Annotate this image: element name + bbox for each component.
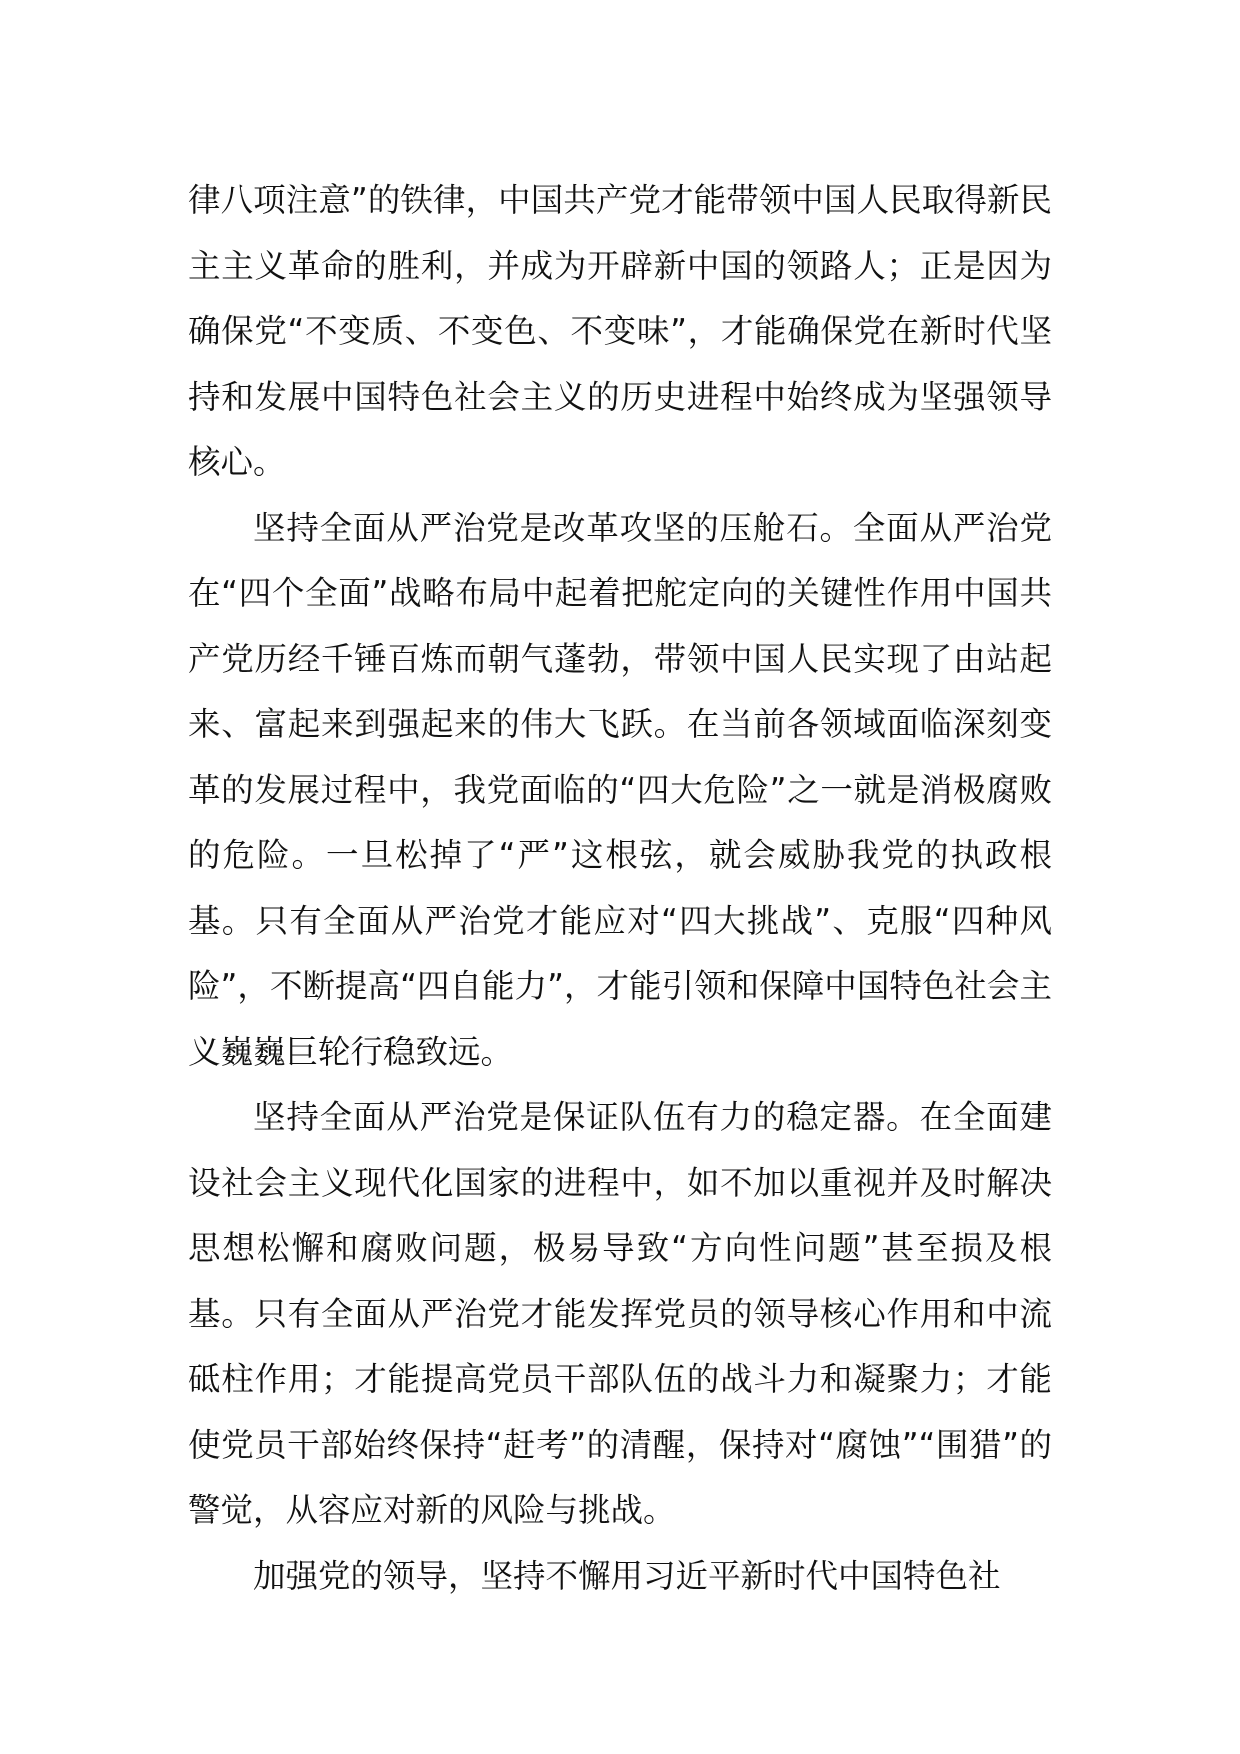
document-body xyxy=(188,168,1052,1609)
paragraph-continued: 律八项注意”的铁律，中国共产党才能带领中国人民取得新民主主义革命的胜利，并成为开辟新中国的领路人；正是因为确保党“不变质、不变色、不变味”，才能确保党在新时代坚持和发展中国特色社会主义的历史进程中始终成为坚强领导核心。 xyxy=(188,181,1052,481)
paragraph-team: 坚持全面从严治党是保证队伍有力的稳定器。在全面建设社会主义现代化国家的进程中，如不加以重视并及时解决思想松懈和腐败问题，极易导致“方向性问题”甚至损及根基。只有全面从严治党才能发挥党员的领导核心作用和中流砥柱作用；才能提高党员干部队伍的战斗力和凝聚力；才能使党员干部始终保持“赶考”的清醒，保持对“腐蚀”“围猎”的警觉，从容应对新的风险与挑战。 xyxy=(188,1098,1052,1529)
paragraph-reform: 坚持全面从严治党是改革攻坚的压舱石。全面从严治党在“四个全面”战略布局中起着把舵定向的关键性作用中国共产党历经千锤百炼而朝气蓬勃，带领中国人民实现了由站起来、富起来到强起来的伟大飞跃。在当前各领域面临深刻变革的发展过程中，我党面临的“四大危险”之一就是消极腐败的危险。一旦松掉了“严”这根弦，就会威胁我党的执政根基。只有全面从严治党才能应对“四大挑战”、克服“四种风险”，不断提高“四自能力”，才能引领和保障中国特色社会主义巍巍巨轮行稳致远。 xyxy=(188,508,1052,1071)
paragraph-leadership: 加强党的领导，坚持不懈用习近平新时代中国特色社 xyxy=(253,1556,1001,1595)
